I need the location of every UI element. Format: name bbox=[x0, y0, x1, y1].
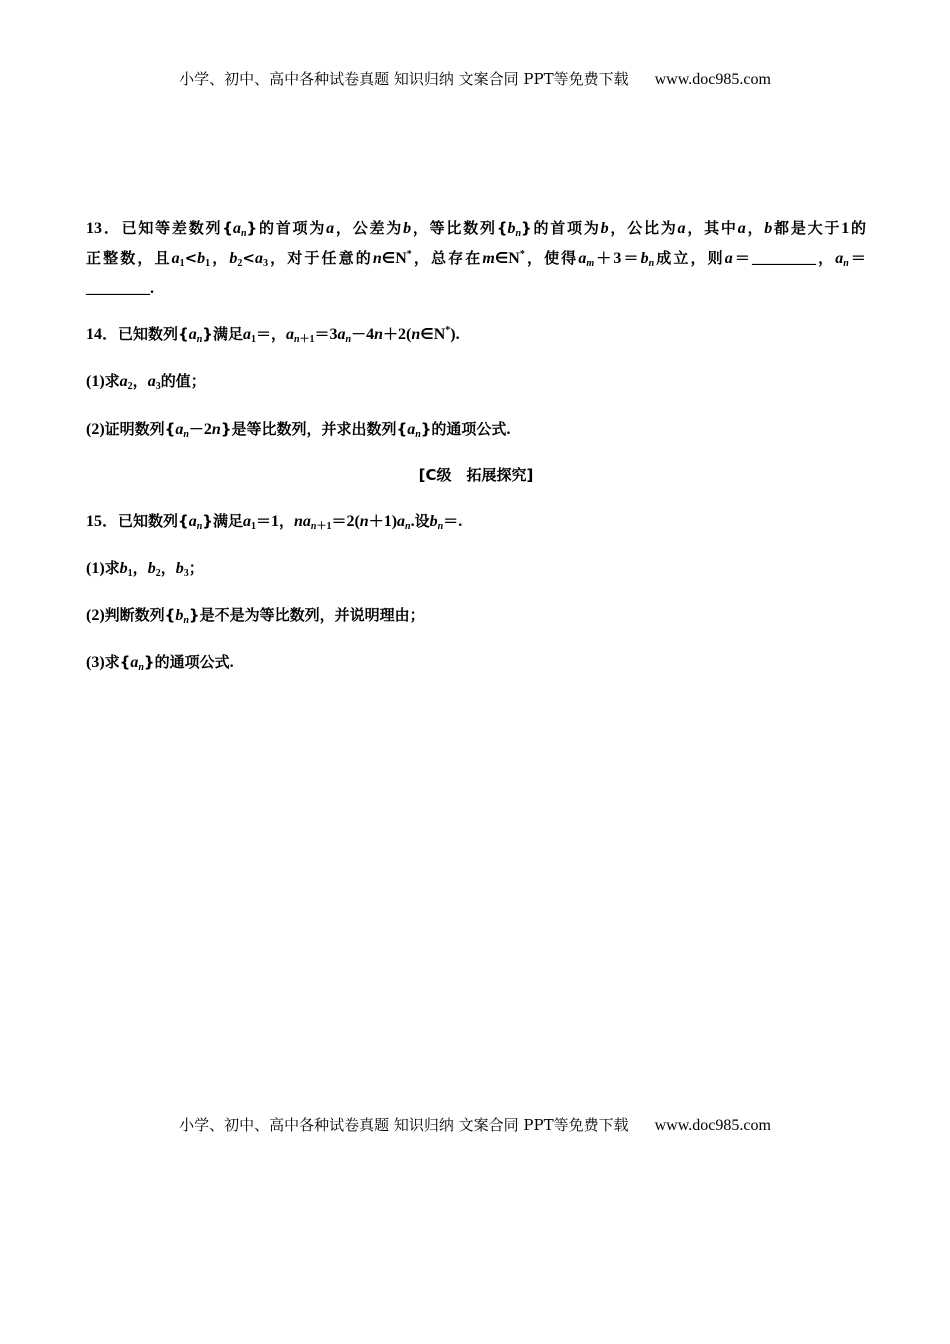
question-15-stem: 15．已知数列$\{a_n\}$满足$a_1=1$，$na_{n+1}=2(n+1)a_n$.设$b_n=$. bbox=[86, 512, 463, 532]
banner-site-link[interactable]: www.doc985.com bbox=[654, 71, 771, 88]
question-13-line-3: ________. bbox=[86, 280, 154, 297]
footer-banner-text: 小学、初中、高中各种试卷真题 知识归纳 文案合同 PPT等免费下载 bbox=[179, 1116, 629, 1134]
question-14-stem: 14．已知数列$\{a_n\}$满足$a_1=$，$a_{n+1}=3a_n-4n+2(n\in N^*)$. bbox=[86, 325, 460, 345]
question-13-number: 13． bbox=[86, 220, 122, 237]
question-15-number: 15． bbox=[86, 513, 119, 530]
question-15-part-1: (1)求$b_1$，$b_2$，$b_3$； bbox=[86, 559, 204, 579]
banner-text: 小学、初中、高中各种试卷真题 知识归纳 文案合同 PPT等免费下载 bbox=[179, 70, 629, 88]
header-banner bbox=[0, 68, 950, 89]
question-13-line-1: 13．已知等差数列$\{a_n\}$的首项为a，公差为b，等比数列$\{b_n\}$的首项为b，公比为a，其中a，b都是大于1的 bbox=[86, 219, 866, 239]
section-heading: [C级 拓展探究] bbox=[418, 466, 534, 484]
footer-banner bbox=[0, 1114, 950, 1135]
question-15-part-2: (2)判断数列$\{b_n\}$是不是为等比数列，并说明理由； bbox=[86, 606, 425, 626]
footer-site-link[interactable]: www.doc985.com bbox=[654, 1117, 771, 1134]
question-13-line-2: 正整数，且$a_1<b_1$，$b_2<a_3$，对于任意的n∈N*，总存在m∈N*，使得$a_m+3=b_n$成立，则a＝________，$a_n=$ bbox=[86, 249, 866, 269]
question-14-number: 14． bbox=[86, 326, 119, 343]
question-14-part-1: (1)求$a_2$，$a_3$的值； bbox=[86, 372, 206, 392]
question-15-part-3: (3)求$\{a_n\}$的通项公式. bbox=[86, 653, 234, 673]
question-14-part-2: (2)证明数列$\{a_n-2n\}$是等比数列，并求出数列$\{a_n\}$的通项公式. bbox=[86, 420, 511, 440]
